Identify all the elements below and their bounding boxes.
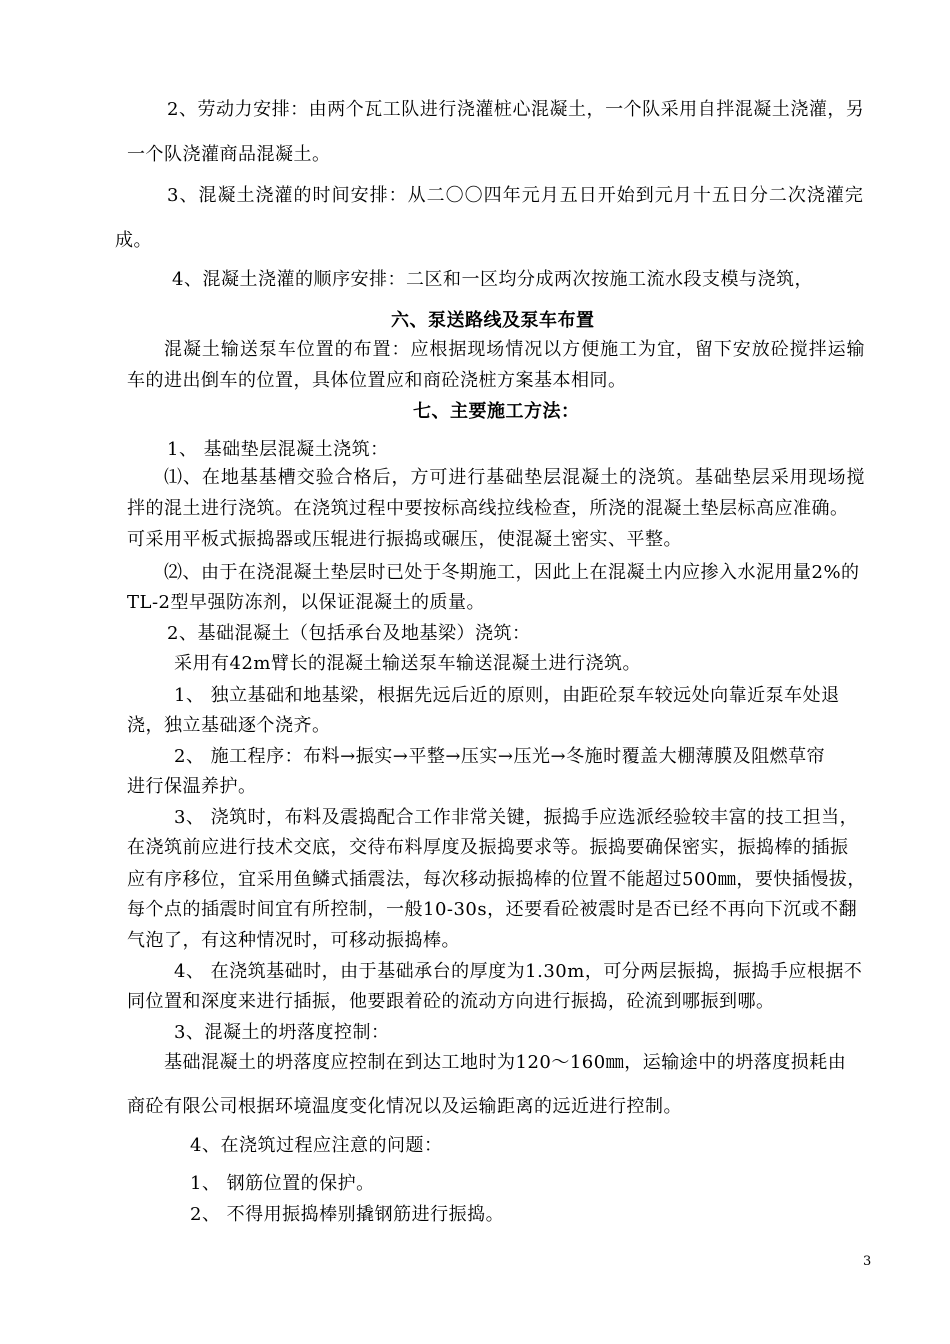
text-line: 4、在浇筑过程应注意的问题： bbox=[190, 1135, 443, 1156]
text-line: ⑴、在地基基槽交验合格后，方可进行基础垫层混凝土的浇筑。基础垫层采用现场搅 bbox=[164, 467, 866, 488]
section-heading: 六、泵送路线及泵车布置 bbox=[391, 310, 595, 331]
text-line: 一个队浇灌商品混凝土。 bbox=[127, 144, 331, 165]
text-line: 在浇筑前应进行技术交底，交待布料厚度及振捣要求等。振捣要确保密实，振捣棒的插振 bbox=[127, 837, 849, 858]
text-line: 气泡了，有这种情况时，可移动振捣棒。 bbox=[127, 930, 460, 951]
text-line: 2、基础混凝土（包括承台及地基梁）浇筑： bbox=[167, 623, 531, 644]
text-line: 混凝土输送泵车位置的布置：应根据现场情况以方便施工为宜，留下安放砼搅拌运输 bbox=[164, 339, 866, 360]
text-line: 浇，独立基础逐个浇齐。 bbox=[127, 715, 331, 736]
text-line: 1、 独立基础和地基梁，根据先远后近的原则，由距砼泵车较远处向靠近泵车处退 bbox=[174, 685, 840, 706]
text-line: 同位置和深度来进行插振，他要跟着砼的流动方向进行振捣，砼流到哪振到哪。 bbox=[127, 991, 775, 1012]
text-line: 3、 浇筑时，布料及震捣配合工作非常关键，振捣手应选派经验较丰富的技工担当， bbox=[174, 807, 859, 828]
text-line: ⑵、由于在浇混凝土垫层时已处于冬期施工，因此上在混凝土内应掺入水泥用量2%的 bbox=[164, 562, 860, 583]
text-line: 2、 不得用振捣棒别撬钢筋进行振捣。 bbox=[190, 1204, 505, 1225]
text-line: 2、劳动力安排：由两个瓦工队进行浇灌桩心混凝土，一个队采用自拌混凝土浇灌，另 bbox=[167, 99, 865, 120]
text-line: TL-2型早强防冻剂，以保证混凝土的质量。 bbox=[127, 592, 485, 613]
text-line: 4、 在浇筑基础时，由于基础承台的厚度为1.30m，可分两层振捣，振捣手应根据不 bbox=[174, 961, 863, 982]
page-number: 3 bbox=[863, 1254, 872, 1269]
text-line: 每个点的插震时间宜有所控制，一般10-30s，还要看砼被震时是否已经不再向下沉或不翻 bbox=[127, 899, 858, 920]
text-line: 3、混凝土浇灌的时间安排：从二〇〇四年元月五日开始到元月十五日分二次浇灌完 bbox=[167, 185, 864, 206]
text-line: 拌的混土进行浇筑。在浇筑过程中要按标高线拉线检查，所浇的混凝土垫层标高应准确。 bbox=[127, 498, 849, 519]
text-line: 3、混凝土的坍落度控制： bbox=[174, 1022, 390, 1043]
text-line: 基础混凝土的坍落度应控制在到达工地时为120～160㎜，运输途中的坍落度损耗由 bbox=[164, 1052, 847, 1073]
text-line: 1、 基础垫层混凝土浇筑： bbox=[167, 439, 389, 460]
text-line: 成。 bbox=[115, 230, 152, 251]
text-line: 采用有42m臂长的混凝土输送泵车输送混凝土进行浇筑。 bbox=[174, 653, 641, 674]
text-line: 车的进出倒车的位置，具体位置应和商砼浇桩方案基本相同。 bbox=[127, 370, 627, 391]
text-line: 可采用平板式振捣器或压辊进行振捣或碾压，使混凝土密实、平整。 bbox=[127, 529, 682, 550]
text-line: 2、 施工程序：布料→振实→平整→压实→压光→冬施时覆盖大棚薄膜及阻燃草帘 bbox=[174, 746, 826, 767]
text-line: 4、混凝土浇灌的顺序安排：二区和一区均分成两次按施工流水段支模与浇筑， bbox=[172, 269, 813, 290]
text-line: 商砼有限公司根据环境温度变化情况以及运输距离的远近进行控制。 bbox=[127, 1096, 682, 1117]
text-line: 进行保温养护。 bbox=[127, 776, 257, 797]
text-line: 1、 钢筋位置的保护。 bbox=[190, 1173, 375, 1194]
text-line: 应有序移位，宜采用鱼鳞式插震法，每次移动振捣棒的位置不能超过500㎜，要快插慢拔， bbox=[127, 869, 866, 890]
section-heading: 七、主要施工方法： bbox=[413, 401, 580, 422]
